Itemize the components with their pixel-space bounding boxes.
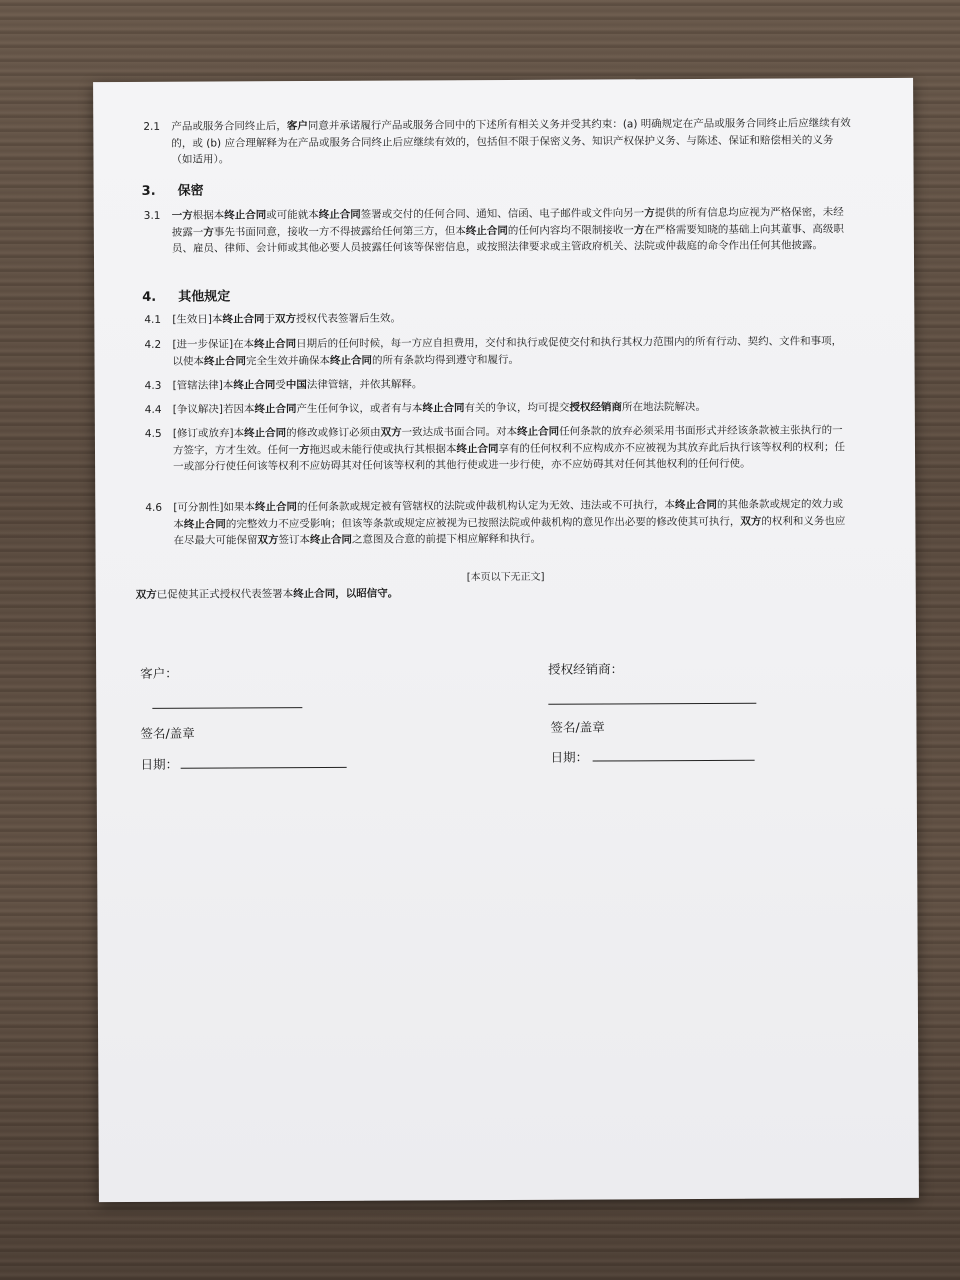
clause-text: [生效日]本终止合同于双方授权代表签署后生效。 bbox=[172, 312, 402, 326]
clause-2-1 bbox=[143, 115, 851, 166]
section-heading-other-provisions: 4. 其他规定 bbox=[142, 289, 231, 305]
date-line-right[interactable] bbox=[593, 760, 755, 762]
customer-label: 客户： bbox=[140, 665, 178, 681]
clause-number: 4.4 bbox=[144, 403, 162, 416]
clause-text: [进一步保证]在本终止合同日期后的任何时候，每一方应自担费用，交付和执行或促使交付和执行其权力范围内的所有行动、契约、文件和事项，以使本终止合同完全生效并确保本终止合同的所有条款均得到遵守和履行。 bbox=[172, 335, 843, 368]
clause-text: [管辖法律]本终止合同受中国法律管辖，并依其解释。 bbox=[172, 378, 423, 392]
clause-number: 3.1 bbox=[143, 209, 161, 222]
sign-seal-label-left: 签名/盖章 bbox=[140, 725, 195, 741]
date-label-left: 日期： bbox=[140, 756, 179, 772]
dealer-label: 授权经销商： bbox=[548, 661, 624, 677]
section-heading-confidentiality: 3. 保密 bbox=[141, 183, 204, 199]
date-line-left[interactable] bbox=[181, 767, 347, 769]
clause-text: [修订或放弃]本终止合同的修改或修订必须由双方一致达成书面合同。对本终止合同任何条款的放弃必须采用书面形式并经该条款被主张执行的一方签字，方才生效。任何一方拖迟或未能行使或执行其根据本终止合同享有的任何权利不应构成亦不应被视为其放弃此后执行该等权利的权利；任一或部分行使任何该等权利不应妨碍其对任何该等权利的其他行使或进一步行使，亦不应妨碍其对任何其他权利的任何行使。 bbox=[172, 424, 846, 473]
date-label-right: 日期： bbox=[550, 749, 589, 765]
clause-4-5 bbox=[144, 422, 846, 473]
page-content bbox=[93, 78, 913, 772]
sign-seal-label-right: 签名/盖章 bbox=[550, 719, 605, 735]
customer-name-line[interactable] bbox=[152, 707, 302, 709]
clause-text: [可分割性]如果本终止合同的任何条款或规定被有管辖权的法院或仲裁机构认定为无效、违法或不可执行，本终止合同的其他条款或规定的效力或本终止合同的完整效力不应受影响；但该等条款或规定应被视为已按照法院或仲裁机构的意见作出必要的修改使其可执行，双方的权利和义务也应在尽最大可能保留双方签订本终止合同之意图及合意的前提下相应解释和执行。 bbox=[173, 498, 846, 547]
clause-number: 4.6 bbox=[145, 501, 163, 514]
end-of-text-note: [本页以下无正文] bbox=[466, 571, 545, 584]
clause-number: 4.3 bbox=[144, 379, 162, 392]
clause-number: 4.2 bbox=[144, 338, 162, 351]
clause-3-1 bbox=[143, 204, 844, 255]
clause-number: 4.5 bbox=[144, 427, 162, 440]
clause-text: [争议解决]若因本终止合同产生任何争议，或者有与本终止合同有关的争议，均可提交授权经销商所在地法院解决。 bbox=[172, 400, 707, 416]
clause-number: 2.1 bbox=[143, 120, 161, 133]
clause-4-6 bbox=[145, 496, 846, 547]
clause-text: 产品或服务合同终止后，客户同意并承诺履行产品或服务合同中的下述所有相关义务并受其约束：(a) 明确规定在产品或服务合同终止后应继续有效的，或 (b) 应合理解释为在产品或服务合同终止后应继续有效的，包括但不限于保密义务、知识产权保护义务、与陈述、保证和赔偿相关的义务（如适用）。 bbox=[171, 117, 851, 166]
clause-text: 一方根据本终止合同或可能就本终止合同签署或交付的任何合同、通知、信函、电子邮件或文件向另一方提供的所有信息均应视为严格保密，未经披露一方事先书面同意，接收一方不得披露给任何第三方，但本终止合同的任何内容均不限制接收一方在严格需要知晓的基础上向其董事、高级职员、雇员、律师、会计师或其他必要人员披露任何该等保密信息，或按照法律要求或主管政府机关、法院或仲裁庭的命令作出任何其他披露。 bbox=[171, 206, 844, 255]
document-page bbox=[93, 78, 919, 1202]
dealer-name-line[interactable] bbox=[548, 703, 756, 705]
clause-number: 4.1 bbox=[144, 313, 162, 326]
witness-statement: 双方已促使其正式授权代表签署本终止合同，以昭信守。 bbox=[135, 587, 399, 601]
